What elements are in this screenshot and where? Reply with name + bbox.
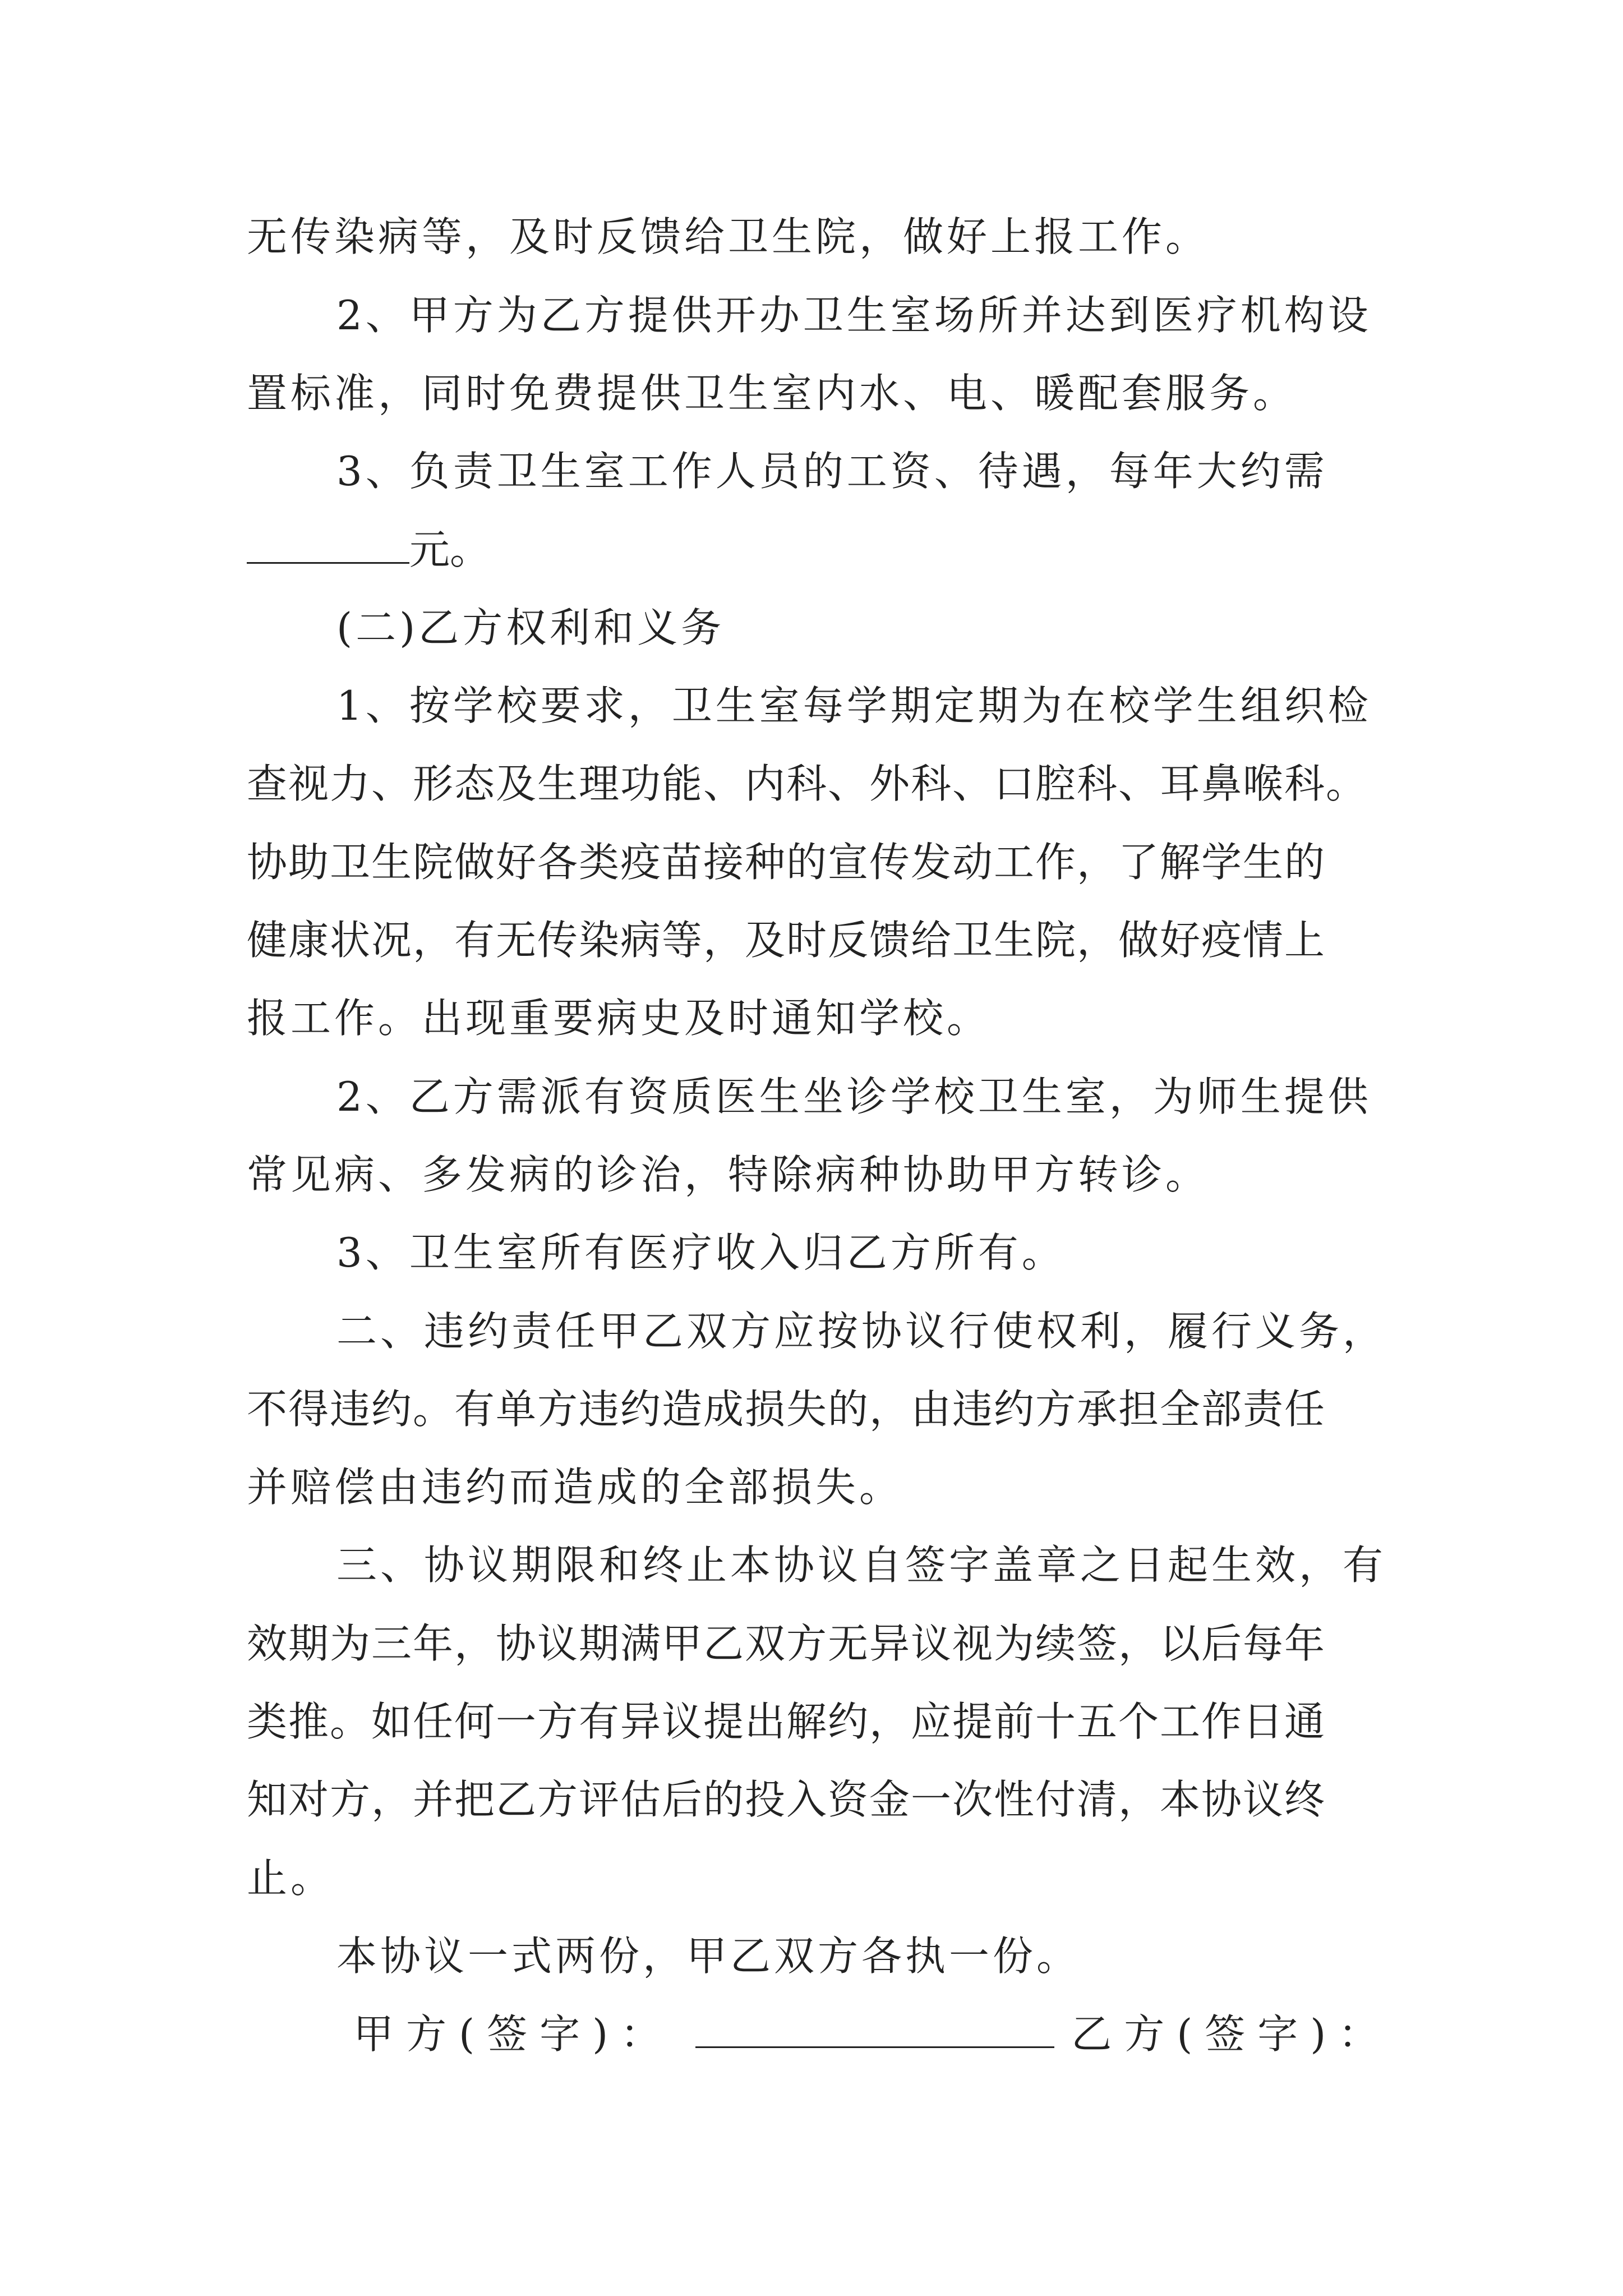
section-heading: (二)乙方权利和义务 <box>336 604 725 651</box>
paragraph-line: 查视力、形态及生理功能、内科、外科、口腔科、耳鼻喉科。 <box>247 760 1368 807</box>
amount-line <box>0 516 1623 583</box>
paragraph-line: 本协议一式两份，甲乙双方各执一份。 <box>336 1932 1081 1980</box>
paragraph-line: 报工作。出现重要病史及时通知学校。 <box>247 995 991 1042</box>
amount-blank <box>247 523 409 564</box>
signature-line <box>0 2000 1623 2068</box>
paragraph-line: 无传染病等，及时反馈给卫生院，做好上报工作。 <box>247 213 1210 260</box>
paragraph-line: 3、负责卫生室工作人员的工资、待遇，每年大约需 <box>336 448 1328 495</box>
paragraph-line: 2、甲方为乙方提供开办卫生室场所并达到医疗机构设 <box>336 292 1372 339</box>
paragraph-line: 效期为三年，协议期满甲乙双方无异议视为续签，以后每年 <box>247 1620 1326 1667</box>
paragraph-line: 常见病、多发病的诊治，特除病种协助甲方转诊。 <box>247 1151 1210 1198</box>
party-a-signature-field[interactable] <box>695 2007 1054 2048</box>
party-b-signature-label: 乙方(签字)： <box>1071 2010 1391 2058</box>
paragraph-line: 知对方，并把乙方评估后的投入资金一次性付清，本协议终 <box>247 1776 1326 1823</box>
paragraph-line: 止。 <box>247 1855 335 1902</box>
paragraph-line: 二、违约责任甲乙双方应按协议行使权利，履行义务， <box>336 1308 1387 1355</box>
paragraph-line: 不得违约。有单方违约造成损失的，由违约方承担全部责任 <box>247 1386 1326 1433</box>
party-a-signature-label: 甲方(签字)： <box>353 2010 674 2058</box>
paragraph-line: 类推。如任何一方有异议提出解约，应提前十五个工作日通 <box>247 1698 1326 1745</box>
paragraph-line: 2、乙方需派有资质医生坐诊学校卫生室，为师生提供 <box>336 1073 1372 1120</box>
paragraph-line: 3、卫生室所有医疗收入归乙方所有。 <box>336 1229 1066 1276</box>
amount-unit: 元。 <box>409 526 491 573</box>
paragraph-line: 健康状况，有无传染病等，及时反馈给卫生院，做好疫情上 <box>247 917 1326 964</box>
paragraph-line: 1、按学校要求，卫生室每学期定期为在校学生组织检 <box>336 682 1372 729</box>
paragraph-line: 协助卫生院做好各类疫苗接种的宣传发动工作，了解学生的 <box>247 839 1326 886</box>
paragraph-line: 并赔偿由违约而造成的全部损失。 <box>247 1464 903 1511</box>
paragraph-line: 三、协议期限和终止本协议自签字盖章之日起生效，有 <box>336 1542 1387 1589</box>
paragraph-line: 置标准，同时免费提供卫生室内水、电、暖配套服务。 <box>247 370 1297 417</box>
